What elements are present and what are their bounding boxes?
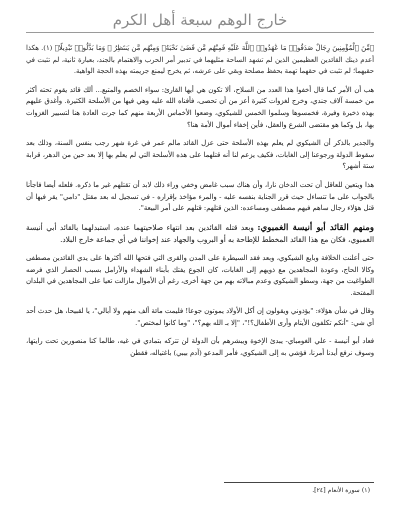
page-header-title: خارج الوهم سبعة أهل الكرم xyxy=(26,8,374,33)
paragraph-hypothesis: هب أن الأمر كما قال أخفوا هذا العدد من السلاح، ألا تكون هي أيها القارئ: سواء الخصم والمتبع... ألك قائد يقوم تحته أكثر من خمسة آلاف جندي، وخرج لغزوات كثيرة أعز من أن تحصى، فأفناه الله عليه وهي فيها من الأسلحة الكثيرة. وأغدق عليهم بهذه ذخيرة وفيرة، فخمسوها وسلموا الخمس للشيكوي، وضعوا الأخماس الأربعة منهم كما جرت العادة هنا لتسيير الغزوات بها، بل وكما هو مقتضى الشرع والعقل، فأين إخفاء أموال الأمة هنا؟ xyxy=(26,85,374,129)
paragraph-quote-saying: وقال في شأن هؤلاء: "يؤذوني ويقولون إن أكل الأولاد يموتون جوعا! فليمت مائة ألف منهم ولا أبالي"، يا لقبيحا، هل حدث أحد أي شي: "أنكم تكلفون الأيتام وأرى الأطفال؟!"، "إلا بـ الله بهم؟"، "وما كانوا لمختص". xyxy=(26,307,374,327)
footnote: (١) سورة الأنعام [٢٤]. xyxy=(312,487,370,494)
paragraph-hidden-reason: هذا ويتعين للعاقل أن تحت الدخان نارا، وأن هناك سبب غامض وخفي وراء ذلك لابد أن تقتلهم غير ما ذكره. فلعله أيضا فاجأنا بالجواب على ما تتساءل حيث قرر الجناية بنفسه عليه - والمرء مؤاخذ بإقراره - في تسجيل له بعد مقتل "دامي" يقر فيها أن قتل هؤلاء رجال ساهم فيهم مصطفى ومساعده: الذين قتلهم: قتلهم على أمر البيعة". xyxy=(26,180,374,213)
paragraph-section-heading: ومنهم القائد أبو أنيسة الغمبوي: وبعد قتله القائدين بعد انتهاء صلاحيتهما عنده، استبدلهما بالقائد أبي أنيسة الغمبوي، فكان مع هذا القائد المخطط للإطاحة به أو البروب والجهاد عند إخواننا في أي جماعة خارج البلاد. xyxy=(26,222,374,245)
section-heading: ومنهم القائد أبو أنيسة الغمبوي: xyxy=(257,222,374,233)
paragraph-caliphate: حتى أعلنت الخلافة وبايع الشيكوي، وبعد فقد السيطرة على المدن والقرى التي فتحها الله أكثرها على يدي القائدين مصطفى وكالا الحاج، وعودة المجاهدين مع ذويهم إلى الغابات، كان الجوع يفتك بأبناء الشهداء والأرامل بسبب الحصار الذي فرضه الطواغيت من جهة، وسطو الشيكوي وعدم مبالاته بهم من جهة أخرى، رغم أن الأموال مازالت تعيا على المجاهدين في البلدان المفتحة. xyxy=(26,253,374,297)
paragraph-weapons-timing: والجدير بالذكر أن الشيكوي لم يعلم بهذه الأسلحة حتى عزل القائد مالم عمر في غرة شهر رجب بنفس السنة، وذلك بعد سقوط الدولة ورجوعنا إلى الغابات، فكيف يزعم لنا أنه قتلهما على هذه الأسلحة التي لم يعلم بها إلا بعد حين من الدهر، قرابة ستة أشهر؟ xyxy=(26,139,374,171)
paragraph-abu-anisa: فعاد أبو أنيسة - علي الغومباي- يبدئ الإخوة ويبشرهم بأن الدولة لن تتركه بتمادي في غيه، طالما كنا منصورين تحت رايتها، وسوف نرفع أيدنا أمرنا، فؤشي به إلى الشيكوي، فأمر المدعو (آدم بيبي) باغتياله، فقطن xyxy=(26,337,374,358)
footnote-divider xyxy=(224,482,374,483)
paragraph-intro-quote: ﴿مِّنَ ٱلْمُؤْمِنِينَ رِجَالٌ صَدَقُوا۟ مَا عَٰهَدُوا۟ ٱللَّهَ عَلَيْهِ فَمِنْهُم مَّن قَضَىٰ نَحْبَهُۥ وَمِنْهُم مَّن يَنتَظِرُ ۖ وَمَا بَدَّلُوا۟ تَبْدِيلًا﴾ (١). هكذا أعدم ذينك القائدين العظيمين الذين لم تشهد الساحة مثليهما في تدبير أمر الحرب والاهتمام بالجند، بعبارة ثانية، لم تثبت في حقيهما؛ لم تثبت في حقهما تهمة بحفظ مصلحة وبقي على عرشه، ثم يخرج ليمنع جريمته بهذه الحجة الواهية. xyxy=(26,44,374,76)
